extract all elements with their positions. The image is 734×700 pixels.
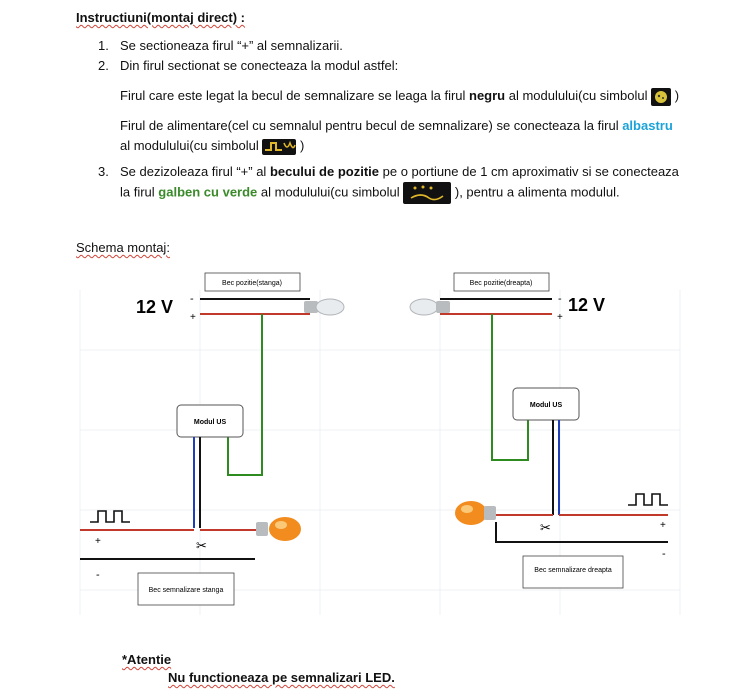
- right-signal-plus-label: +: [660, 520, 666, 531]
- right-plus-label: +: [557, 312, 563, 323]
- svg-text:Bec semnalizare dreapta: Bec semnalizare dreapta: [534, 567, 612, 574]
- left-signal-wave-icon: [90, 511, 130, 522]
- moon-symbol-icon: [651, 88, 671, 106]
- right-signal-ground-wire: [496, 522, 668, 542]
- left-position-bulb-icon: [304, 299, 344, 315]
- right-scissors-icon: ✂: [540, 520, 551, 535]
- left-signal-minus-label: -: [96, 569, 100, 581]
- left-plus-label: +: [190, 312, 196, 323]
- left-scissors-icon: ✂: [196, 538, 207, 553]
- led-warning-note: Nu functioneaza pe semnalizari LED.: [168, 670, 395, 685]
- black-wire-paragraph: Firul care este legat la becul de semnalizare se leaga la firul negru al modulului(cu simbolul ): [120, 86, 710, 106]
- left-position-bulb-label: [205, 273, 300, 291]
- step-1-number: 1.: [98, 38, 109, 53]
- right-position-bulb-icon: [410, 299, 450, 315]
- left-signal-bulb-label: [138, 573, 234, 605]
- right-signal-minus-label: -: [662, 548, 666, 560]
- wiring-diagram: [0, 260, 734, 625]
- right-signal-bulb-label: [523, 556, 623, 588]
- svg-text:Modul US: Modul US: [193, 419, 227, 426]
- svg-text:Bec pozitie(dreapta): Bec pozitie(dreapta): [469, 280, 533, 287]
- warning-heading: *Atentie: [122, 652, 172, 667]
- step-2-text: Din firul sectionat se conecteaza la modul astfel:: [120, 58, 399, 73]
- step-2-number: 2.: [98, 58, 109, 73]
- right-signal-bulb-icon: [455, 501, 496, 525]
- left-green-wire: [228, 314, 262, 475]
- left-module-box: [177, 405, 243, 437]
- step-1-text: Se sectioneaza firul “+” al semnalizarii.: [120, 38, 343, 53]
- left-voltage-label: 12 V: [136, 297, 174, 317]
- schema-label: Schema montaj:: [76, 240, 170, 255]
- blue-wire-paragraph: Firul de alimentare(cel cu semnalul pentru becul de semnalizare) se conecteaza la firul albastru al modulului(cu simbolul ): [120, 118, 673, 153]
- right-green-wire: [492, 314, 528, 460]
- svg-text:Bec pozitie(stanga): Bec pozitie(stanga): [222, 280, 282, 287]
- left-signal-plus-label: +: [95, 536, 101, 547]
- step-3-text: Se dezizoleaza firul “+” al becului de pozitie pe o portiune de 1 cm aproximativ si se conecteaza la firul galben cu verde al modulului(cu simbolul ), pentru a alimenta modulul.: [120, 162, 710, 204]
- left-diagram: [80, 273, 344, 605]
- page-title: Instructiuni(montaj direct) :: [76, 10, 245, 25]
- left-signal-bulb-icon: [256, 517, 301, 541]
- right-signal-wave-icon: [628, 494, 668, 505]
- light-symbol-icon: [403, 182, 451, 204]
- right-minus-label: -: [558, 293, 562, 305]
- right-position-bulb-label: [454, 273, 549, 291]
- right-module-box: [513, 388, 579, 420]
- svg-text:Bec semnalizare stanga: Bec semnalizare stanga: [148, 587, 224, 594]
- arrow-wave-symbol-icon: [262, 139, 296, 155]
- svg-text:Modul US: Modul US: [529, 402, 563, 409]
- step-3-number: 3.: [98, 164, 109, 179]
- right-voltage-label: 12 V: [568, 295, 606, 315]
- left-minus-label: -: [190, 293, 194, 305]
